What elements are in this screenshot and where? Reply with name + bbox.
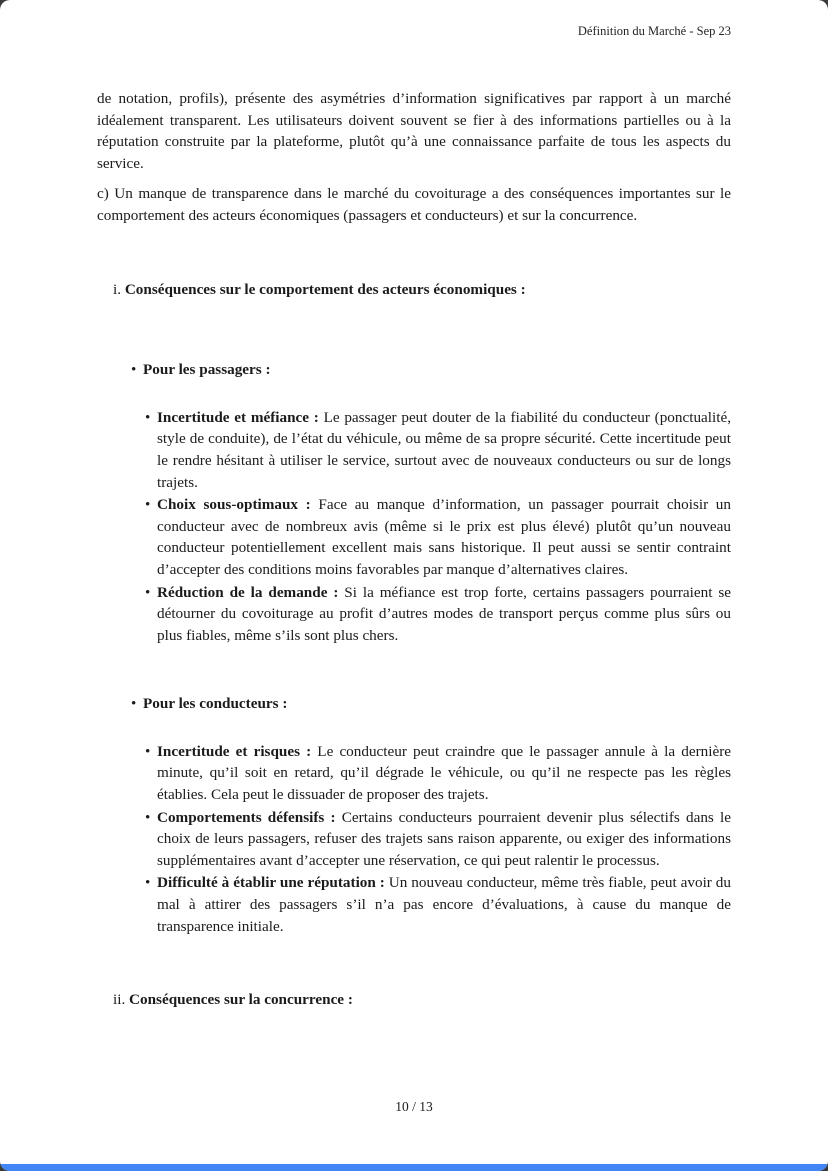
section-number: i.: [113, 280, 122, 298]
document-content: [97, 88, 731, 1011]
list-item: [145, 582, 731, 647]
group-title: [131, 359, 731, 381]
section-heading-i: [113, 279, 731, 301]
group-title: [131, 693, 731, 715]
paragraph-c: c) Un manque de transparence dans le marché du covoiturage a des conséquences importantes sur le comportement des acteurs économiques (passagers et conducteurs) et sur la concurrence.: [97, 185, 731, 224]
bullet-icon: •: [145, 408, 151, 426]
bottom-accent-bar: [0, 1164, 828, 1171]
list-item-lead: Comportements défensifs :: [157, 808, 336, 826]
list-item-body: Le conducteur peut craindre que le passager annule à la dernière minute, qu’il soit en retard, qu’il dégrade le véhicule, ou qu’il ne respecte pas les règles établies. Cela peut le dissuader de proposer des trajets.: [157, 742, 731, 804]
bullet-icon: •: [145, 742, 151, 760]
list-item: [145, 741, 731, 806]
bullet-icon: •: [145, 808, 151, 826]
list-item-body: Certains conducteurs pourraient devenir plus sélectifs dans le choix de leurs passagers, refuser des trajets sans raison apparente, ou exiger des informations supplémentaires avant d’accepter une réservation, ce qui peut ralentir le processus.: [157, 808, 732, 869]
group-title-text: Pour les passagers :: [143, 361, 271, 379]
section-title: Conséquences sur le comportement des acteurs économiques :: [124, 280, 526, 298]
section-title: Conséquences sur la concurrence :: [129, 991, 353, 1009]
list-item-body: Si la méfiance est trop forte, certains passagers pourraient se détourner du covoiturage au profit d’autres modes de transport perçus comme plus sûrs ou plus fiables, même s’ils sont plus chers.: [157, 583, 731, 644]
page-header: [97, 0, 731, 39]
list-item-lead: Incertitude et méfiance :: [157, 408, 319, 426]
group-items: [97, 741, 731, 937]
list-item: [145, 807, 731, 872]
bullet-icon: •: [145, 496, 151, 514]
list-item-lead: Incertitude et risques :: [157, 742, 312, 760]
page-number-text: 10 / 13: [395, 1099, 433, 1114]
bullet-icon: •: [145, 583, 151, 601]
group-items: [97, 407, 731, 647]
section-number: ii.: [113, 991, 126, 1009]
paragraph-intro: de notation, profils), présente des asymétries d’information significatives par rapport à un marché idéalement transparent. Les utilisateurs doivent souvent se fier à des informations partielles ou à la réputation construite par la plateforme, plutôt qu’à une connaissance parfaite de tous les aspects du service.: [97, 90, 731, 172]
list-item: [145, 494, 731, 580]
group-conducteurs: [97, 693, 731, 937]
list-item-lead: Difficulté à établir une réputation :: [157, 874, 385, 892]
section-heading-ii: [113, 989, 731, 1011]
list-item: [145, 407, 731, 493]
list-item-body: Un nouveau conducteur, même très fiable, peut avoir du mal à attirer des passagers s’il n’a pas encore d’évaluations, à cause du manque de transparence initiale.: [157, 874, 731, 935]
header-title: Définition du Marché - Sep 23: [577, 24, 731, 38]
list-item-lead: Réduction de la demande :: [157, 583, 339, 601]
bullet-icon: •: [131, 361, 137, 379]
group-title-text: Pour les conducteurs :: [143, 695, 288, 713]
list-item-body: Le passager peut douter de la fiabilité du conducteur (ponctualité, style de conduite), de l’état du véhicule, ou même de sa propre sécurité. Cette incertitude peut le rendre hésitant à utiliser le service, surtout avec de nouveaux conducteurs ou sur de longs trajets.: [157, 408, 731, 491]
page-number: [0, 1099, 828, 1115]
list-item-lead: Choix sous-optimaux :: [157, 496, 311, 514]
bullet-icon: •: [145, 874, 151, 892]
list-item: [145, 872, 731, 937]
bullet-icon: •: [131, 695, 137, 713]
group-passagers: [97, 359, 731, 646]
list-item-body: Face au manque d’information, un passager pourrait choisir un conducteur avec de nombreux avis (même si le prix est plus élevé) plutôt qu’un nouveau conducteur potentiellement excellent mais sans historique. Il peut aussi se sentir contraint d’accepter des conditions moins favorables par manque d’alternatives claires.: [157, 496, 731, 578]
